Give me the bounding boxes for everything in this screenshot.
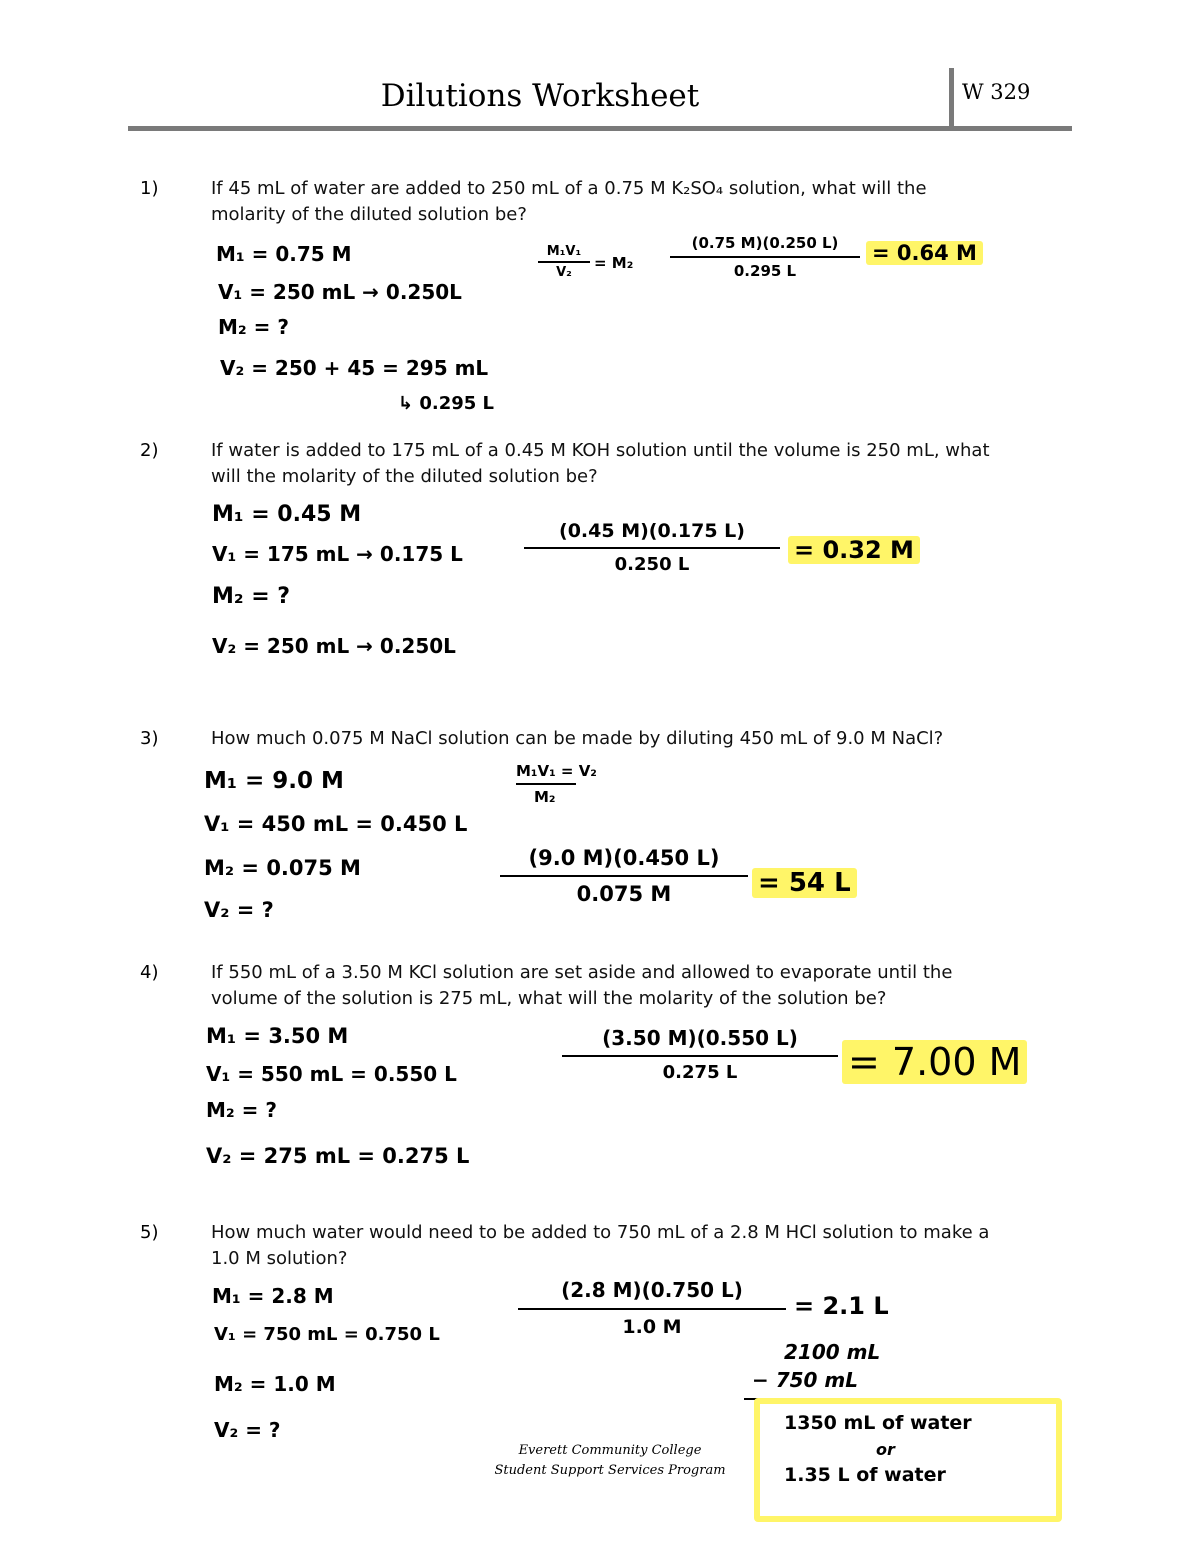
question-5-line-2: 1.0 M solution? [211, 1248, 348, 1269]
q4-work-v2: V₂ = 275 mL = 0.275 L [206, 1144, 470, 1168]
q1-work-v1: V₁ = 250 mL → 0.250L [218, 280, 462, 304]
q5-work-m1: M₁ = 2.8 M [212, 1284, 334, 1308]
q3-calc-numerator: (9.0 M)(0.450 L) [528, 846, 720, 870]
q2-answer-highlight: = 0.32 M [788, 536, 920, 564]
q5-work-v2: V₂ = ? [214, 1418, 281, 1442]
q3-formula-bar [516, 783, 576, 785]
q5-calculation [518, 1278, 786, 1338]
question-2-text [211, 438, 1061, 490]
q1-formula [538, 244, 590, 280]
q1-calculation [670, 234, 860, 280]
q2-calc-numerator: (0.45 M)(0.175 L) [559, 520, 745, 542]
question-5-line-1: How much water would need to be added to 750 mL of a 2.8 M HCl solution to make a [211, 1222, 990, 1243]
q3-calculation [500, 846, 748, 906]
q1-formula-rhs: = M₂ [594, 254, 634, 272]
q4-calc-denominator: 0.275 L [662, 1062, 738, 1083]
q1-formula-numerator: M₁V₁ [546, 244, 582, 259]
q1-formula-denominator: V₂ [556, 265, 572, 280]
q2-work-m2: M₂ = ? [212, 584, 291, 609]
worksheet-code: W 329 [962, 80, 1031, 104]
q3-work-v1: V₁ = 450 mL = 0.450 L [204, 812, 468, 836]
question-3-text [211, 726, 1061, 752]
q1-calc-bar [670, 256, 860, 258]
question-5-number: 5) [140, 1222, 159, 1243]
q1-answer [866, 241, 983, 265]
question-5-text [211, 1220, 1061, 1272]
q4-work-m1: M₁ = 3.50 M [206, 1024, 349, 1048]
q4-work-v1: V₁ = 550 mL = 0.550 L [206, 1062, 457, 1086]
q5-calc-numerator: (2.8 M)(0.750 L) [561, 1278, 743, 1302]
q4-calc-bar [562, 1055, 838, 1057]
question-3-number: 3) [140, 728, 159, 749]
q3-work-v2: V₂ = ? [204, 898, 274, 922]
q5-calc-bar [518, 1308, 786, 1310]
q1-calc-numerator: (0.75 M)(0.250 L) [691, 234, 839, 252]
q3-work-m1: M₁ = 9.0 M [204, 768, 344, 794]
q2-work-m1: M₁ = 0.45 M [212, 502, 362, 527]
footer-program: Student Support Services Program [494, 1463, 726, 1478]
q2-calc-bar [524, 547, 780, 549]
footer-college: Everett Community College [518, 1443, 702, 1458]
q4-answer [842, 1040, 1027, 1084]
q5-subtraction-bottom: − 750 mL [752, 1368, 859, 1392]
q5-subtraction-top: 2100 mL [784, 1340, 881, 1364]
question-1-line-2: molarity of the diluted solution be? [211, 204, 527, 225]
q2-work-v1: V₁ = 175 mL → 0.175 L [212, 542, 463, 566]
q5-work-m2: M₂ = 1.0 M [214, 1372, 336, 1396]
q1-answer-highlight: = 0.64 M [866, 241, 983, 265]
question-4-line-2: volume of the solution is 275 mL, what will the molarity of the solution be? [211, 988, 887, 1009]
q3-calc-bar [500, 875, 748, 877]
q3-formula-numerator: M₁V₁ = V₂ [516, 762, 597, 780]
q3-work-m2: M₂ = 0.075 M [204, 856, 361, 880]
q3-formula-denominator: M₂ [534, 788, 556, 806]
q1-work-m1: M₁ = 0.75 M [216, 242, 352, 266]
question-2-line-2: will the molarity of the diluted solution be? [211, 466, 598, 487]
q5-final-liters: 1.35 L of water [784, 1464, 946, 1486]
page-title: Dilutions Worksheet [380, 78, 700, 114]
question-2-line-1: If water is added to 175 mL of a 0.45 M KOH solution until the volume is 250 mL, what [211, 440, 990, 461]
header-rule [128, 126, 1072, 131]
q3-answer [752, 868, 857, 898]
q2-answer [788, 536, 920, 564]
q3-answer-highlight: = 54 L [752, 868, 857, 898]
q4-answer-highlight: = 7.00 M [842, 1040, 1027, 1084]
q1-work-v2-liters: ↳ 0.295 L [398, 393, 495, 414]
q3-calc-denominator: 0.075 M [576, 882, 672, 906]
q5-final-milliliters: 1350 mL of water [784, 1412, 972, 1434]
q5-answer: = 2.1 L [794, 1292, 889, 1320]
q1-work-v2: V₂ = 250 + 45 = 295 mL [220, 356, 489, 380]
q5-final-or: or [876, 1440, 895, 1459]
q4-calculation [562, 1026, 838, 1083]
question-1-text [211, 176, 1061, 228]
q5-calc-denominator: 1.0 M [622, 1316, 682, 1338]
question-2-number: 2) [140, 440, 159, 461]
q2-calculation [524, 520, 780, 575]
question-4-line-1: If 550 mL of a 3.50 M KCl solution are set aside and allowed to evaporate until the [211, 962, 953, 983]
q2-work-v2: V₂ = 250 mL → 0.250L [212, 634, 456, 658]
q3-formula [516, 762, 626, 806]
question-3-line-1: How much 0.075 M NaCl solution can be made by diluting 450 mL of 9.0 M NaCl? [211, 728, 944, 749]
q4-work-m2: M₂ = ? [206, 1098, 277, 1122]
question-1-line-1: If 45 mL of water are added to 250 mL of a 0.75 M K₂SO₄ solution, what will the [211, 178, 927, 199]
q2-calc-denominator: 0.250 L [614, 554, 690, 575]
header-divider [949, 68, 954, 128]
q1-work-m2: M₂ = ? [218, 315, 289, 339]
question-4-number: 4) [140, 962, 159, 983]
footer [460, 1441, 760, 1481]
question-4-text [211, 960, 1061, 1012]
q1-formula-bar [538, 261, 590, 263]
q1-calc-denominator: 0.295 L [733, 262, 797, 280]
question-1-number: 1) [140, 178, 159, 199]
q4-calc-numerator: (3.50 M)(0.550 L) [602, 1026, 798, 1050]
q5-work-v1: V₁ = 750 mL = 0.750 L [214, 1324, 440, 1345]
